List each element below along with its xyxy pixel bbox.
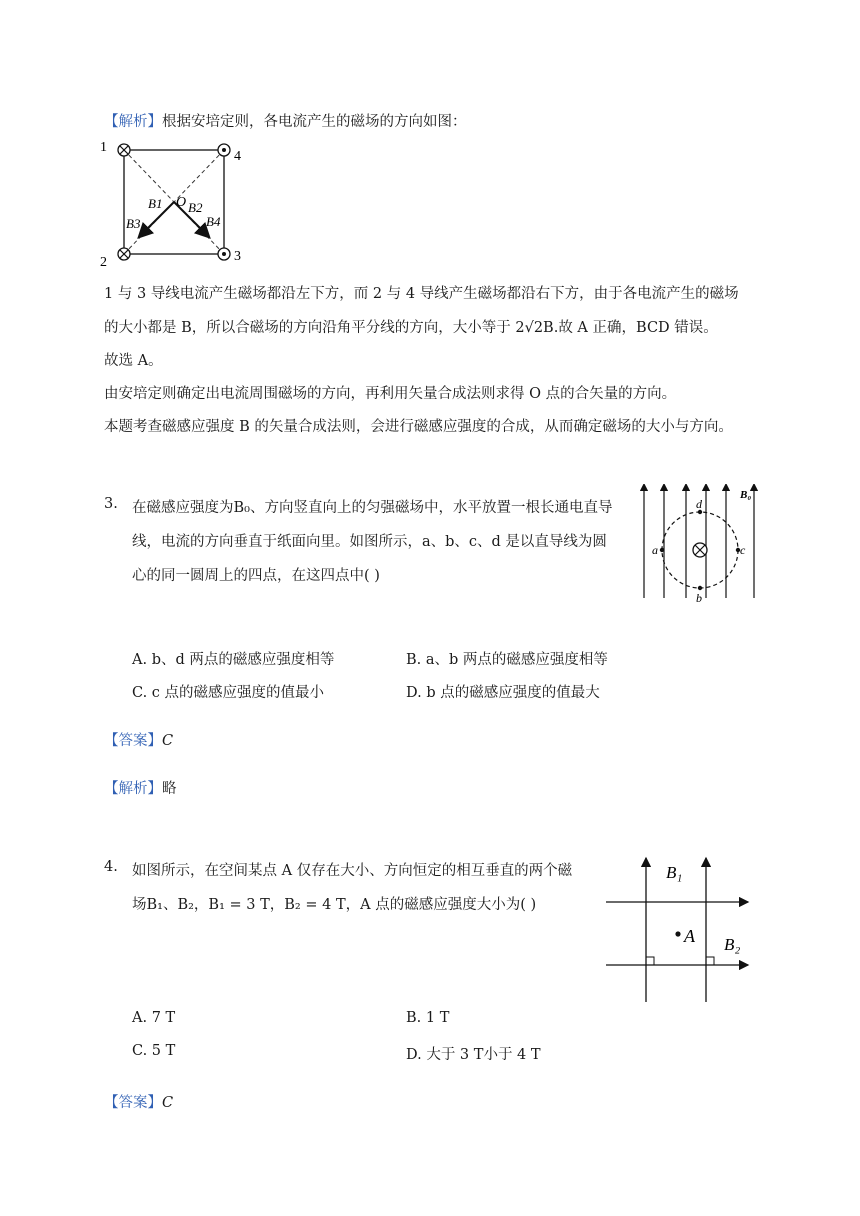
point-a-label: a [652, 543, 658, 557]
q3-option-a[interactable]: A. b、d 两点的磁感应强度相等 [132, 652, 335, 668]
analysis-line-5: 本题考查磁感应强度 B 的矢量合成法则，会进行磁感应强度的合成，从而确定磁场的大小与方向。 [104, 419, 733, 435]
label-b2: B2 [188, 200, 203, 215]
analysis-tag: 【解析】 [104, 114, 162, 130]
q3-option-b[interactable]: B. a、b 两点的磁感应强度相等 [406, 652, 608, 668]
center-label-o: O [176, 195, 187, 210]
q3-field-figure [636, 484, 762, 604]
analysis-line-3: 故选 A。 [104, 353, 163, 369]
q3-answer-value: C [162, 733, 174, 749]
analysis-line-4: 由安培定则确定出电流周围磁场的方向，再利用矢量合成法则求得 O 点的合矢量的方向。 [104, 386, 677, 402]
q3-answer-tag: 【答案】 [104, 733, 162, 749]
q4-option-d[interactable]: D. 大于 3 T小于 4 T [406, 1047, 541, 1063]
q4-answer-value: C [162, 1095, 174, 1111]
four-wires-field-figure [96, 136, 256, 268]
point-a-dot [675, 931, 680, 936]
b0-label: B₀ [740, 489, 752, 501]
q3-number: 3. [104, 496, 118, 512]
q3-stem-line-2: 线，电流的方向垂直于纸面向里。如图所示，a、b、c、d 是以直导线为圆 [132, 534, 607, 550]
point-c-label: c [740, 543, 746, 557]
b1-label: B₁ [666, 863, 683, 882]
corner-label-4: 4 [234, 149, 241, 164]
q3-analysis [104, 777, 177, 798]
q3-option-d[interactable]: D. b 点的磁感应强度的值最大 [406, 685, 600, 701]
q3-option-c[interactable]: C. c 点的磁感应强度的值最小 [132, 685, 325, 701]
q4-field-figure [602, 850, 762, 1006]
analysis-paragraph-1 [104, 110, 467, 131]
q3-analysis-tag: 【解析】 [104, 781, 162, 797]
right-angle-mark-1 [646, 957, 654, 965]
wire-4-out-of-page-icon [218, 144, 230, 156]
analysis-intro: 根据安培定则，各电流产生的磁场的方向如图： [162, 114, 467, 130]
q3-analysis-text: 略 [162, 781, 177, 797]
corner-label-1: 1 [100, 140, 107, 155]
b2-label: B₂ [724, 935, 741, 954]
q4-stem-line-2: 场B₁、B₂，B₁ = 3 T，B₂ = 4 T，A 点的磁感应强度大小为( ) [132, 897, 537, 913]
q3-stem-line-1: 在磁感应强度为B₀、方向竖直向上的匀强磁场中，水平放置一根长通电直导 [132, 500, 613, 516]
wire-1-into-page-icon [118, 144, 130, 156]
label-b4: B4 [206, 214, 221, 229]
corner-label-3: 3 [234, 249, 241, 264]
analysis-line-1: 1 与 3 导线电流产生磁场都沿左下方，而 2 与 4 导线产生磁场都沿右下方，由于各电流产生的磁场 [104, 286, 739, 302]
right-angle-mark-2 [706, 957, 714, 965]
q4-option-b[interactable]: B. 1 T [406, 1010, 450, 1026]
label-b1: B1 [148, 196, 163, 211]
q4-answer [104, 1091, 173, 1112]
wire-2-into-page-icon [118, 248, 130, 260]
label-b3: B3 [126, 216, 141, 231]
q4-answer-tag: 【答案】 [104, 1095, 162, 1111]
wire-into-page-icon [693, 543, 707, 557]
point-b-label: b [696, 591, 702, 604]
analysis-line-2: 的大小都是 B，所以合磁场的方向沿角平分线的方向，大小等于 2√2B.故 A 正确，BCD 错误。 [104, 320, 718, 336]
wire-3-out-of-page-icon [218, 248, 230, 260]
q3-answer [104, 729, 173, 750]
q4-option-a[interactable]: A. 7 T [132, 1010, 176, 1026]
corner-label-2: 2 [100, 255, 107, 268]
q4-number: 4. [104, 859, 118, 875]
q4-stem-line-1: 如图所示，在空间某点 A 仅存在大小、方向恒定的相互垂直的两个磁 [132, 863, 573, 879]
point-a-label: A [684, 926, 695, 946]
q3-stem-line-3: 心的同一圆周上的四点，在这四点中( ) [132, 568, 380, 584]
point-d-label: d [696, 497, 702, 511]
q4-option-c[interactable]: C. 5 T [132, 1043, 176, 1059]
